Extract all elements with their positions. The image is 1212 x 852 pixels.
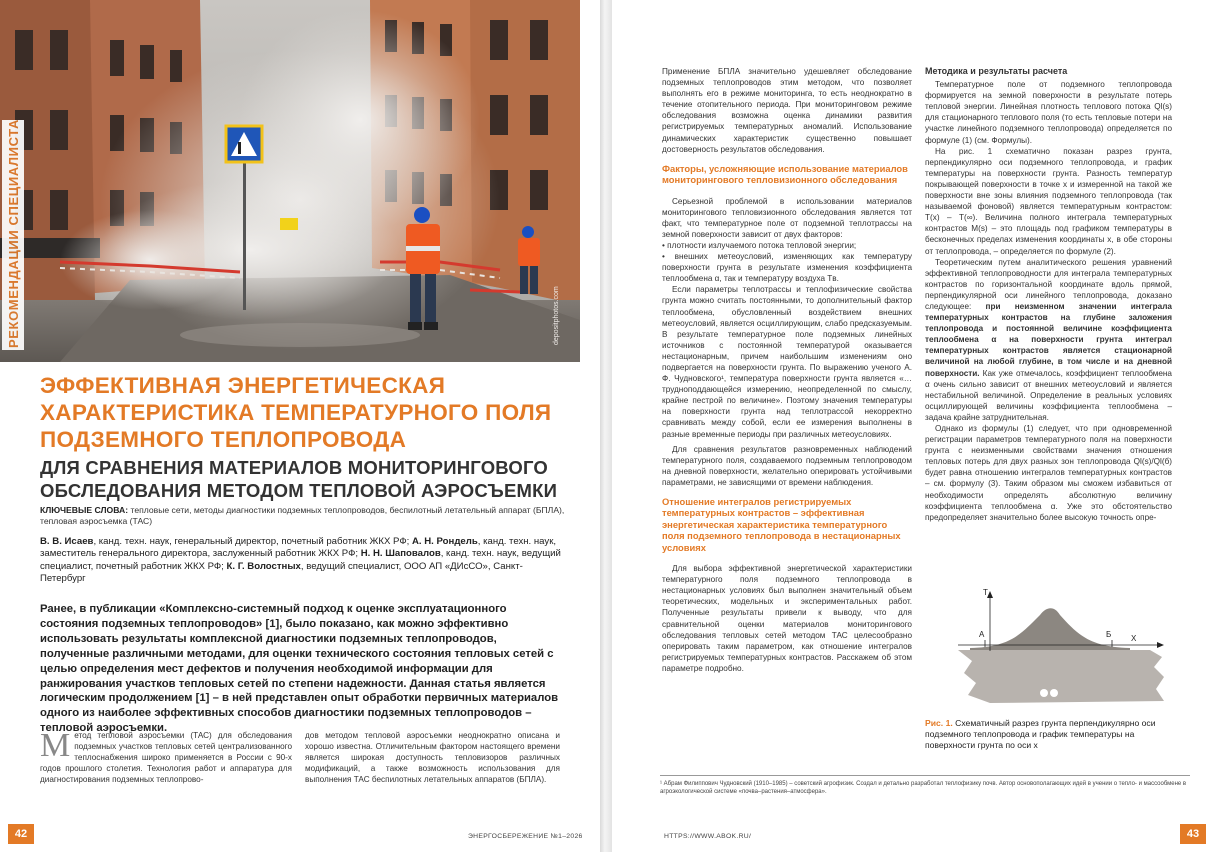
body-paragraph (925, 257, 1172, 423)
body-text: Теоретическим путем аналитического решения уравнений эффективной теплопроводности для интеграла температурных контрастов по горизонтальной координате вдоль прямой, перпендикулярной оси линейного теплопровода, доказано следующее: (925, 257, 1172, 311)
dropcap: М (40, 727, 71, 764)
body-text: Как уже отмечалось, коэффициент теплообмена α очень сильно зависит от внешних метеоусловий и является нестабильной величиной. Определение в реальных условиях осциллирующей величины коэффициента теплообмена – задача крайне затруднительная. (925, 368, 1172, 422)
author-desc: , канд. техн. наук, генеральный директор, почетный работник ЖКХ РФ; (93, 536, 412, 547)
body-paragraph: На рис. 1 схематично показан разрез грунта, перпендикулярно оси подземного теплопровода, и график температуры на поверхности грунта. Разность температур покрывающей поверхности в точке x и измеренной на такой же поверхности вне зоны влияния подземного теплопровода (так называемой фоновой) является температурным контрастом: T(x) – T(∞). Величина полного интеграла температурных контрастов M(s) – это площадь под графиком температуры в бесконечных пределах изменения координаты x, в обе стороны от теплопровода, – определяется по формуле (2). (925, 146, 1172, 256)
body-paragraph: Если параметры теплотрассы и теплофизические свойства грунта можно считать постоянными, то дополнительный фактор теплообмена, обусловленный воздействием внешних метеоусловий, является осциллирующим, слабо предсказуемым. В результате температурное поле подземных линейных источников с постоянной температурой оказывается нестационарным, причем наибольшим изменениям оно подвергается на поверхности грунта. По выражению ученого А. Ф. Чудновского¹, температура поверхности грунта является «…трудноподдающейся измерению, неопределенной по смыслу, крайне пестрой по величине». Поэтому значения температуры на поверхности грунта над теплотрассой некорректно сравнивать между собой, если ее измерения выполнены в разные временные периоды при различных метеоусловиях. (662, 285, 912, 439)
footnote: ¹ Абрам Филиппович Чудновский (1910–1985) – советский агрофизик. Создал и детально разработал теплофизику почв. Автор основополагающих идей в учении о тепло- и массообмене в агроэкологической системе «почва–растения–атмосфера». (660, 775, 1190, 796)
body-emphasis: при неизменном значении интеграла температурных контрастов на глубине заложения теплопровода и постоянной величине коэффициента теплообмена α на поверхности грунта интеграл температурных контрастов является стационарной величиной на любой глубине, в том числе и на дневной поверхности. (925, 301, 1172, 378)
lead-paragraph: Ранее, в публикации «Комплексно-системный подход к оценке эксплуатационного состояния подземных теплопроводов» [1], было показано, как можно эффективно использовать результаты комплексной диагностики подземных теплопроводов, полученные различными методами, для оценки технического состояния тепловых сетей с целью определения мест дефектов и получения необходимой информации для ранжирования участков тепловых сетей по степени надежности. Данная статья является логическим продолжением [1] – в ней представлен опыт обработки первичных материалов одного из наиболее эффективных способов диагностики подземных теплопроводов – тепловой аэросъемки. (40, 603, 559, 735)
author-name: В. В. Исаев (40, 536, 94, 547)
author-name: К. Г. Волостных (226, 560, 301, 572)
spine-gutter (600, 0, 612, 852)
pipe-right (1050, 689, 1058, 697)
left-column-2 (305, 730, 560, 785)
body-paragraph: Однако из формулы (1) следует, что при одновременной регистрации параметров температурного поля на поверхности грунта с неизменными свойствами значения отношения тепловых потерь для двух разных зон теплопровода Ql(s)/Ql(б) будет равна отношению интегралов температурных контрастов – см. формулу (3). Таким образом мы сможем избавиться от необходимости определять абсолютную величину коэффициента теплообмена α. Уже это обстоятельство предопределяет значительно более высокую точность опре- (925, 424, 1172, 522)
pipe-left (1040, 689, 1048, 697)
figure-caption-text: Схематичный разрез грунта перпендикулярно оси подземного теплопровода и график температуры на поверхности грунта по оси x (925, 718, 1156, 750)
body-paragraph: Для выбора эффективной энергетической характеристики температурного поля подземного теплопровода в нестационарных условиях был выполнен значительный объем теоретических, модельных и экспериментальных работ. Полученные результаты привели к выводу, что для сравнительной оценки материалов мониторингового обследования тепловых сетей методом ТАС целесообразно оперировать таким параметром, как отношение интегралов регистрируемых температурных контрастов. Расскажем об этом параметре подробно. (662, 564, 912, 673)
magazine-issue: ЭНЕРГОСБЕРЕЖЕНИЕ №1–2026 (468, 833, 583, 840)
author-name: А. Н. Рондель (411, 536, 478, 547)
article-title: ЭФФЕКТИВНАЯ ЭНЕРГЕТИЧЕСКАЯ ХАРАКТЕРИСТИКА ТЕМПЕРАТУРНОГО ПОЛЯ ПОДЗЕМНОГО ТЕПЛОПРОВОДА (40, 373, 552, 452)
section-heading: Факторы, усложняющие использование материалов мониторингового тепловизионного обследования (662, 162, 908, 186)
author-name: Н. Н. Шаповалов (360, 548, 441, 560)
bullet-item: • плотности излучаемого потока тепловой энергии; (662, 240, 857, 250)
subsection-heading: Методика и результаты расчета (925, 66, 1068, 76)
body-paragraph: дов методом тепловой аэросъемки неоднократно описана и хорошо известна. Отличительным фактором настоящего времени является широкая доступность тепловизоров различных модификаций, а также возможность использования для выполнения ТАС беспилотных летательных аппаратов (БПЛА). (305, 731, 560, 785)
left-page (0, 0, 600, 852)
keywords-label: КЛЮЧЕВЫЕ СЛОВА: (40, 505, 129, 515)
article-subtitle: ДЛЯ СРАВНЕНИЯ МАТЕРИАЛОВ МОНИТОРИНГОВОГО ОБСЛЕДОВАНИЯ МЕТОДОМ ТЕПЛОВОЙ АЭРОСЪЕМКИ (40, 457, 558, 501)
body-paragraph: Серьезной проблемой в использовании материалов мониторингового тепловизионного обследования является тот факт, что температурное поле от подземной теплотрассы на земной поверхности зависит от двух факторов: (662, 196, 912, 239)
right-column-1 (662, 66, 912, 674)
body-paragraph (40, 727, 292, 785)
axis-t-label: T (983, 588, 988, 597)
photo-watermark: depositphotos.com (553, 286, 560, 345)
authors (40, 536, 565, 585)
section-tab-label: РЕКОМЕНДАЦИИ СПЕЦИАЛИСТА (6, 119, 21, 348)
magazine-url[interactable]: HTTPS://WWW.ABOK.RU/ (664, 833, 752, 840)
bullet-item: • внешних метеоусловий, изменяющих как температуру поверхности грунта в результате изменения коэффициента теплообмена α, так и температуру воздуха Tв. (662, 252, 912, 284)
point-b-label: Б (1106, 630, 1112, 639)
author-desc: , канд. техн. наук, заместитель генерального директора, заслуженный работник ЖКХ РФ; (40, 536, 557, 560)
body-paragraph: Температурное поле от подземного теплопровода формируется на земной поверхности в результате потерь тепловой энергии. Линейная плотность теплового потока Ql(s) для стационарного теплового поля (то есть тепловые потери на участке линейного подземного теплопровода) определяется по формуле (1) (см. Формулы). (925, 80, 1172, 145)
right-column-2 (925, 66, 1172, 523)
page-number-right: 43 (1180, 824, 1206, 844)
section-heading: Отношение интегралов регистрируемых температурных контрастов – эффективная энергетическая характеристика температурного поля подземного теплопровода в нестационарных условиях (662, 496, 901, 553)
figure-caption (925, 718, 1175, 751)
section-tab (2, 120, 24, 350)
keywords-text: тепловые сети, методы диагностики подземных теплопроводов, беспилотный летательный аппарат (БПЛА), тепловая аэросъемка (ТАС) (40, 505, 565, 526)
figure-caption-label: Рис. 1. (925, 718, 953, 728)
point-a-label: А (979, 630, 985, 639)
body-paragraph: Применение БПЛА значительно удешевляет обследование подземных теплопроводов этим методом, что позволяет выполнять его в режиме мониторинга, то есть неоднократно в течение отопительного периода. При мониторинговом режиме обследования возможна оценка динамики развития регистрируемых температурных аномалий. Использование динамических характеристик существенно повышает достоверность результатов обследования. (662, 67, 912, 154)
author-desc: , ведущий специалист, ООО АП «ДИсСО», Санкт-Петербург (40, 560, 523, 584)
axis-x-label: X (1131, 634, 1137, 643)
keywords (40, 505, 565, 527)
left-column-1 (40, 727, 292, 785)
body-text: етод тепловой аэросъемки (ТАС) для обследования подземных участков тепловых сетей централизованного теплоснабжения широко применяется в России с 90-х годов прошлого столетия. Технология работ и аппаратура для диагностирования подземных теплопрово- (40, 731, 292, 785)
page-number-left: 42 (8, 824, 34, 844)
article-photo (0, 0, 580, 362)
author-desc: , канд. техн. наук, ведущий специалист, почетный работник ЖКХ РФ; (40, 548, 561, 572)
figure-1 (950, 585, 1190, 715)
body-paragraph: Для сравнения результатов разновременных наблюдений температурного поля, создаваемого подземным теплопроводом на дневной поверхности, желательно оперировать устойчивыми параметрами, не зависящими от времени наблюдения. (662, 444, 912, 487)
